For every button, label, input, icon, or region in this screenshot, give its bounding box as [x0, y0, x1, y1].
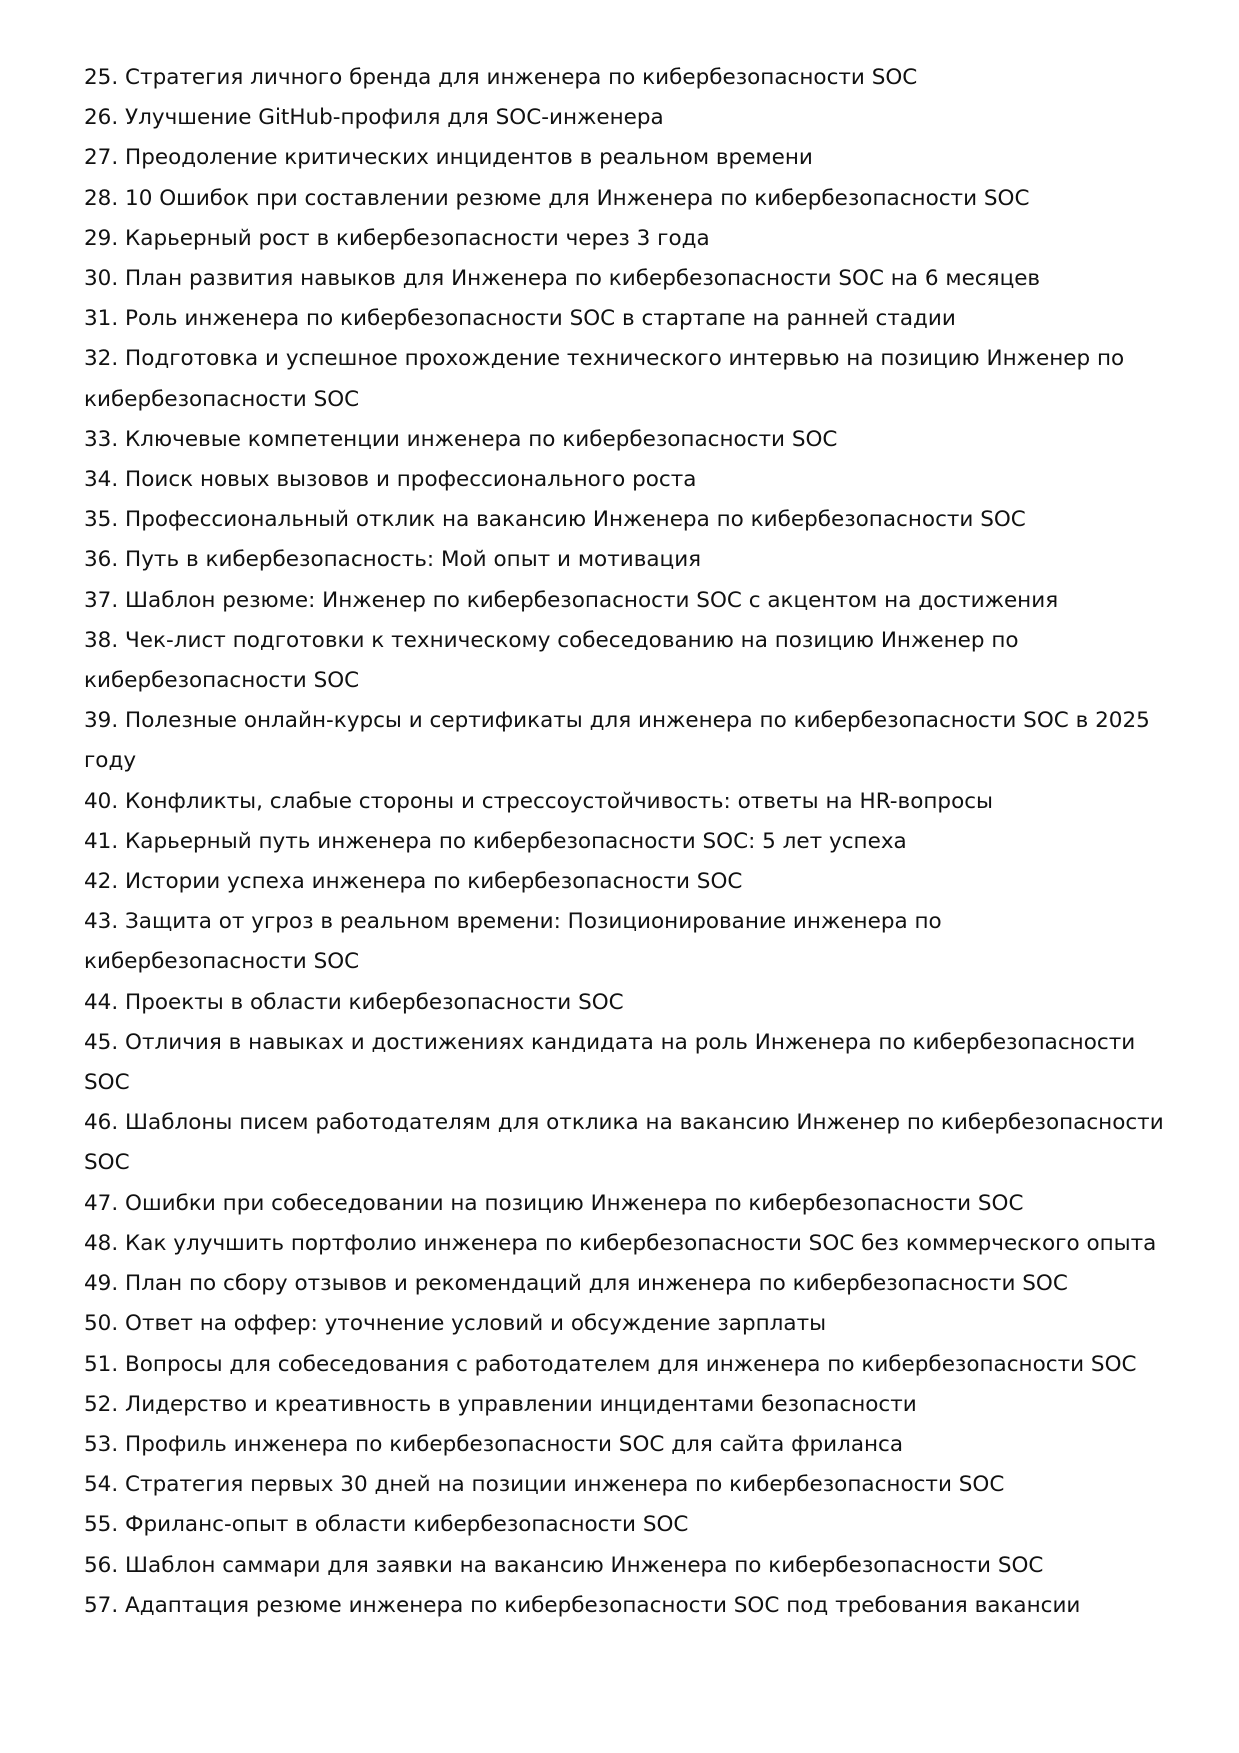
list-item: 49. План по сбору отзывов и рекомендаций для инженера по кибербезопасности SOC [84, 1271, 1068, 1297]
list-item: 46. Шаблоны писем работодателям для отклика на вакансию Инженер по кибербезопасности SOC [84, 1110, 1164, 1176]
list-item: 35. Профессиональный отклик на вакансию Инженера по кибербезопасности SOC [84, 507, 1026, 533]
list-item: 55. Фриланс-опыт в области кибербезопасности SOC [84, 1512, 689, 1538]
list-item: 43. Защита от угроз в реальном времени: Позиционирование инженера по кибербезопасности SOC [84, 909, 942, 975]
list-item: 36. Путь в кибербезопасность: Мой опыт и мотивация [84, 547, 702, 573]
list-item: 26. Улучшение GitHub-профиля для SOC-инженера [84, 105, 664, 131]
list-item: 29. Карьерный рост в кибербезопасности через 3 года [84, 225, 710, 251]
list-item: 27. Преодоление критических инцидентов в реальном времени [84, 145, 813, 171]
list-item: 25. Стратегия личного бренда для инженера по кибербезопасности SOC [84, 65, 918, 90]
list-item: 57. Адаптация резюме инженера по кибербезопасности SOC под требования вакансии [84, 1592, 1081, 1618]
list-item: 51. Вопросы для собеседования с работодателем для инженера по кибербезопасности SOC [84, 1351, 1137, 1377]
list-item: 41. Карьерный путь инженера по кибербезопасности SOC: 5 лет успеха [84, 828, 907, 854]
list-item: 30. План развития навыков для Инженера по кибербезопасности SOC на 6 месяцев [84, 266, 1041, 292]
list-item: 50. Ответ на оффер: уточнение условий и обсуждение зарплаты [84, 1311, 827, 1337]
list-item: 53. Профиль инженера по кибербезопасности SOC для сайта фриланса [84, 1431, 904, 1457]
list-item: 44. Проекты в области кибербезопасности SOC [84, 989, 624, 1015]
list-item: 38. Чек-лист подготовки к техническому собеседованию на позицию Инженер по кибербезопасности SOC [84, 627, 1019, 694]
document-page [84, 58, 1164, 1626]
list-item: 40. Конфликты, слабые стороны и стрессоустойчивость: ответы на HR-вопросы [84, 788, 994, 814]
list-item: 31. Роль инженера по кибербезопасности SOC в стартапе на ранней стадии [84, 306, 956, 332]
list-item: 56. Шаблон саммари для заявки на вакансию Инженера по кибербезопасности SOC [84, 1552, 1044, 1578]
list-item: 34. Поиск новых вызовов и профессионального роста [84, 467, 697, 493]
list-item: 28. 10 Ошибок при составлении резюме для Инженера по кибербезопасности SOC [84, 185, 1030, 211]
topic-list [84, 58, 1164, 1626]
list-item: 54. Стратегия первых 30 дней на позиции инженера по кибербезопасности SOC [84, 1472, 1005, 1498]
list-item: 45. Отличия в навыках и достижениях кандидата на роль Инженера по кибербезопасности SOC [84, 1029, 1136, 1096]
list-item: 47. Ошибки при собеседовании на позицию Инженера по кибербезопасности SOC [84, 1190, 1024, 1216]
list-item: 33. Ключевые компетенции инженера по кибербезопасности SOC [84, 426, 838, 452]
list-item: 32. Подготовка и успешное прохождение технического интервью на позицию Инженер по кибербезопасности SOC [84, 346, 1125, 412]
list-item: 37. Шаблон резюме: Инженер по кибербезопасности SOC с акцентом на достижения [84, 587, 1059, 613]
list-item: 52. Лидерство и креативность в управлении инцидентами безопасности [84, 1391, 917, 1417]
list-item: 39. Полезные онлайн-курсы и сертификаты для инженера по кибербезопасности SOC в 2025 году [84, 708, 1150, 774]
list-item: 42. Истории успеха инженера по кибербезопасности SOC [84, 869, 743, 895]
list-item: 48. Как улучшить портфолио инженера по кибербезопасности SOC без коммерческого опыта [84, 1230, 1157, 1256]
